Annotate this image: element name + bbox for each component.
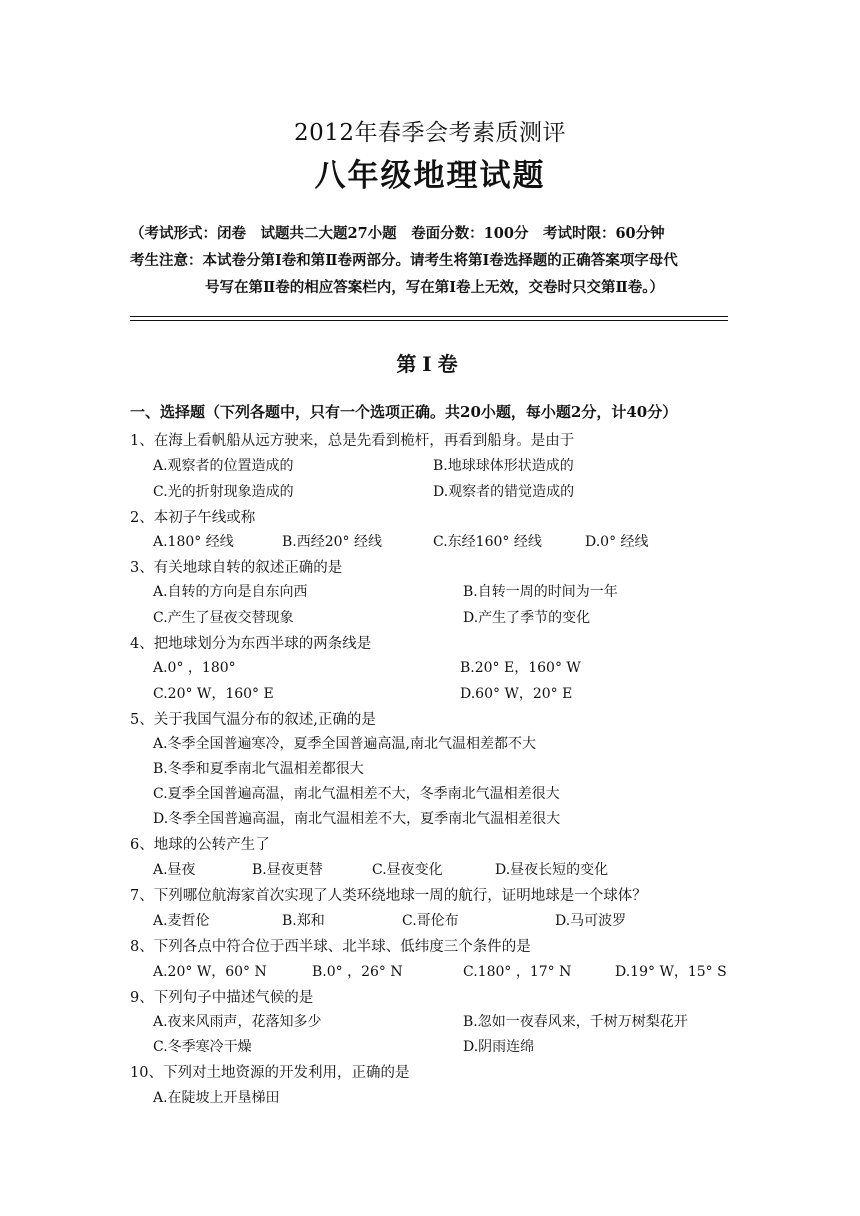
- option-a: A.180° 经线: [153, 534, 234, 550]
- exam-instruction-note-continued: 号写在第Ⅱ卷的相应答案栏内，写在第Ⅰ卷上无效，交卷时只交第Ⅱ卷。）: [205, 279, 664, 296]
- question-stem: 10、下列对土地资源的开发利用，正确的是: [130, 1065, 410, 1081]
- option-c: C.光的折射现象造成的: [153, 484, 294, 500]
- option-a: A.观察者的位置造成的: [153, 458, 294, 474]
- option-d: D.马可波罗: [555, 913, 627, 929]
- option-c: C.冬季寒冷干燥: [153, 1039, 252, 1055]
- question-stem: 7、下列哪位航海家首次实现了人类环绕地球一周的航行，证明地球是一个球体？: [130, 888, 647, 904]
- option-d: D.19° W，15° S: [615, 964, 727, 980]
- option-b: B.西经20° 经线: [282, 534, 383, 550]
- exam-info-note: （考试形式：闭卷 试题共二大题27小题 卷面分数：100分 考试时限：60分钟: [130, 225, 665, 242]
- exam-title-line2: 八年级地理试题: [314, 158, 546, 194]
- exam-instruction-note: 考生注意：本试卷分第Ⅰ卷和第Ⅱ卷两部分。请考生将第Ⅰ卷选择题的正确答案项字母代: [130, 252, 678, 269]
- option-b: B.地球球体形状造成的: [433, 458, 574, 474]
- option-c: C.20° W，160° E: [153, 686, 274, 702]
- question-stem: 5、关于我国气温分布的叙述,正确的是: [130, 712, 376, 728]
- option-c: C.夏季全国普遍高温，南北气温相差不大，冬季南北气温相差很大: [153, 786, 560, 802]
- question-stem: 2、本初子午线或称: [130, 510, 256, 526]
- question-stem: 9、下列句子中描述气候的是: [130, 990, 314, 1006]
- option-d: D.观察者的错觉造成的: [433, 484, 575, 500]
- question-stem: 1、在海上看帆船从远方驶来，总是先看到桅杆，再看到船身。是由于: [130, 433, 575, 449]
- question-stem: 3、有关地球自转的叙述正确的是: [130, 560, 343, 576]
- question-stem: 8、下列各点中符合位于西半球、北半球、低纬度三个条件的是: [130, 939, 531, 955]
- option-a: A.20° W，60° N: [153, 964, 267, 980]
- option-c: C.东经160° 经线: [433, 534, 542, 550]
- option-d: D.阴雨连绵: [463, 1039, 535, 1055]
- option-a: A.在陡坡上开垦梯田: [153, 1090, 280, 1106]
- option-a: A.0° ，180°: [153, 660, 236, 676]
- option-d: D.昼夜长短的变化: [495, 862, 609, 878]
- option-d: D.产生了季节的变化: [463, 610, 591, 626]
- section-heading: 一、选择题（下列各题中，只有一个选项正确。共20小题，每小题2分，计40分）: [130, 403, 678, 421]
- divider-rule-bottom: [130, 320, 728, 321]
- divider-rule-top: [130, 316, 728, 317]
- exam-title-line1: 2012年春季会考素质测评: [293, 120, 567, 146]
- option-b: B.冬季和夏季南北气温相差都很大: [153, 761, 364, 777]
- option-a: A.麦哲伦: [153, 913, 210, 929]
- option-b: B.忽如一夜春风来，千树万树梨花开: [463, 1014, 688, 1030]
- option-a: A.昼夜: [153, 862, 196, 878]
- part-title: 第Ⅰ卷: [396, 352, 464, 376]
- option-d: D.60° W，20° E: [460, 686, 573, 702]
- option-c: C.昼夜变化: [372, 862, 443, 878]
- option-d: D.0° 经线: [585, 534, 649, 550]
- option-b: B.自转一周的时间为一年: [463, 584, 618, 600]
- option-b: B.0° ，26° N: [312, 964, 403, 980]
- option-b: B.郑和: [282, 913, 325, 929]
- option-a: A.冬季全国普遍寒冷，夏季全国普遍高温,南北气温相差都不大: [153, 736, 537, 752]
- option-c: C.180° ，17° N: [463, 964, 572, 980]
- option-c: C.产生了昼夜交替现象: [153, 610, 294, 626]
- option-b: B.20° E，160° W: [460, 660, 581, 676]
- question-stem: 4、把地球划分为东西半球的两条线是: [130, 636, 372, 652]
- option-a: A.夜来风雨声，花落知多少: [153, 1014, 322, 1030]
- option-d: D.冬季全国普遍高温，南北气温相差不大，夏季南北气温相差很大: [153, 811, 561, 827]
- option-b: B.昼夜更替: [252, 862, 323, 878]
- option-c: C.哥伦布: [402, 913, 459, 929]
- option-a: A.自转的方向是自东向西: [153, 584, 308, 600]
- question-stem: 6、地球的公转产生了: [130, 837, 270, 853]
